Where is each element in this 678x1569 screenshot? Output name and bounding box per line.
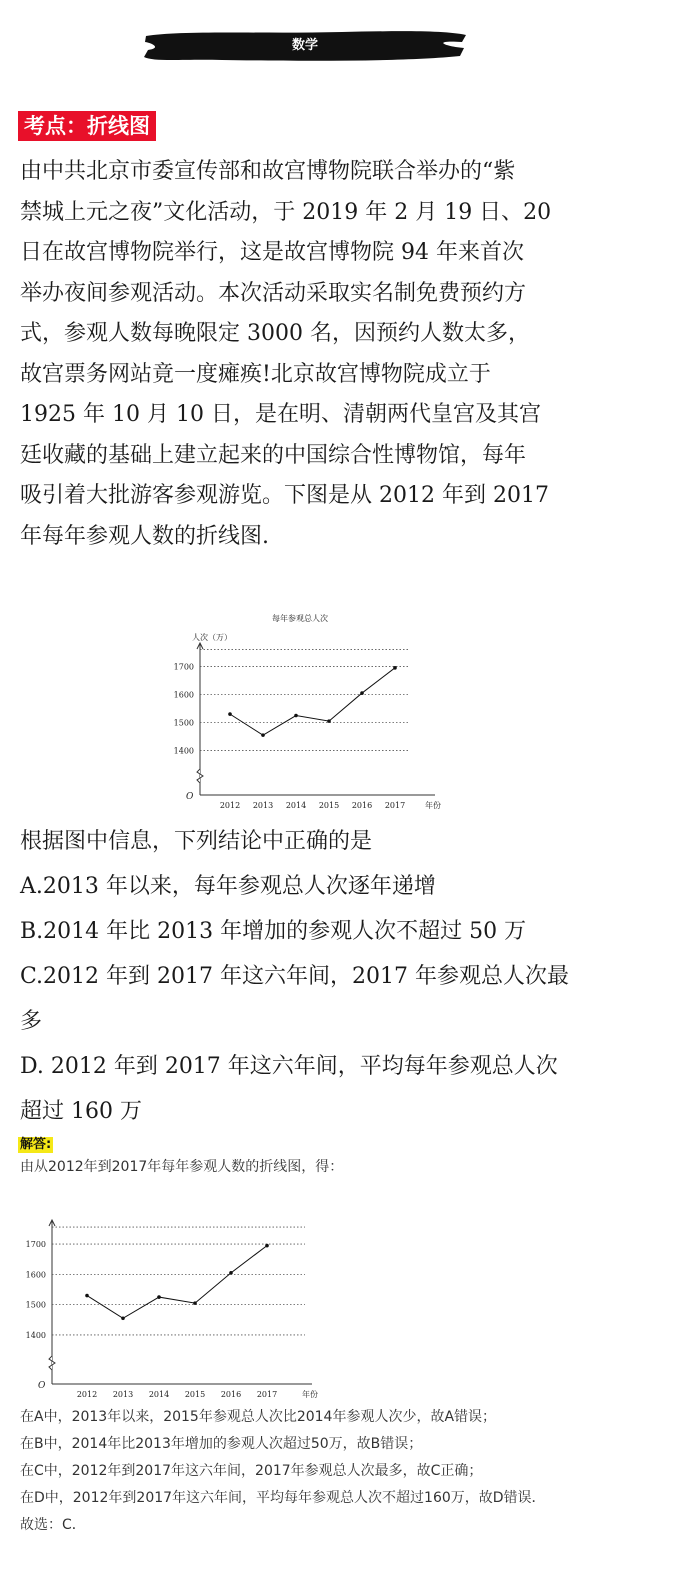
problem-text [20, 152, 600, 557]
origin-label: O [186, 792, 194, 802]
x-tick-label: 2012 [219, 801, 241, 810]
x-tick-label: 2013 [112, 1390, 134, 1399]
problem-line: 1925 年 10 月 10 日，是在明、清朝两代皇宫及其宫 [20, 402, 541, 427]
option-c: C.2012 年到 2017 年这六年间，2017 年参观总人次最 [20, 964, 569, 989]
problem-line: 故宫票务网站竟一度瘫痪!北京故宫博物院成立于 [20, 361, 491, 387]
problem-line: 吸引着大批游客参观游览。下图是从 2012 年到 2017 [20, 483, 549, 508]
x-tick-label: 2015 [184, 1390, 206, 1399]
y-tick-label: 1400 [173, 746, 194, 756]
data-point [121, 1316, 125, 1320]
data-point [157, 1295, 161, 1299]
data-point [229, 1271, 233, 1275]
x-tick-label: 2015 [318, 801, 340, 810]
option-c-continued: 多 [20, 1009, 43, 1034]
problem-line: 年每年参观人数的折线图. [20, 523, 269, 549]
option-d-continued: 超过 160 万 [20, 1099, 142, 1124]
x-axis-label: 年份 [302, 1390, 318, 1399]
x-tick-label: 2013 [252, 801, 274, 810]
y-tick-label: 1700 [25, 1240, 46, 1250]
y-tick-label: 1700 [173, 662, 194, 672]
option-b: B.2014 年比 2013 年增加的参观人次不超过 50 万 [20, 919, 527, 944]
y-tick-label: 1500 [173, 718, 194, 728]
series-line [87, 1246, 267, 1319]
y-tick-label: 1600 [25, 1270, 46, 1280]
problem-line: 廷收藏的基础上建立起来的中国综合性博物馆，每年 [20, 442, 527, 468]
y-tick-label: 1400 [25, 1330, 46, 1340]
problem-line: 式，参观人数每晚限定 3000 名，因预约人数太多， [20, 321, 530, 346]
answer-options [20, 864, 600, 1134]
x-tick-label: 2016 [220, 1390, 242, 1399]
data-point [327, 719, 331, 723]
data-point [85, 1294, 89, 1298]
data-point [393, 666, 397, 670]
analysis-line-a: 在A中，2013年以来，2015年参观总人次比2014年参观人次少，故A错误； [20, 1409, 497, 1425]
data-point [193, 1301, 197, 1305]
x-tick-label: 2017 [256, 1390, 278, 1399]
option-a: A.2013 年以来，每年参观总人次逐年递增 [20, 874, 436, 899]
header-title: 数学 [291, 38, 318, 53]
data-point [265, 1244, 269, 1248]
solution-label: 解答: [20, 1137, 52, 1152]
data-point [261, 733, 265, 737]
line-chart-visitors [160, 606, 450, 818]
y-tick-label: 1600 [173, 690, 194, 700]
axis-break-mark [49, 1356, 55, 1370]
question-text: 根据图中信息，下列结论中正确的是 [20, 829, 373, 854]
x-tick-label: 2014 [285, 801, 307, 810]
analysis-line-c: 在C中，2012年到2017年这六年间，2017年参观总人次最多，故C正确； [20, 1463, 483, 1479]
x-axis-label: 年份 [425, 801, 441, 810]
x-tick-label: 2017 [384, 801, 406, 810]
option-d: D. 2012 年到 2017 年这六年间，平均每年参观总人次 [20, 1054, 558, 1079]
x-tick-label: 2016 [351, 801, 373, 810]
problem-line: 由中共北京市委宣传部和故宫博物院联合举办的“紫 [20, 159, 516, 184]
y-tick-label: 1500 [25, 1300, 46, 1310]
solution-line-chart [20, 1192, 320, 1404]
analysis-conclusion: 故选：C． [20, 1517, 86, 1533]
solution-analysis [20, 1404, 660, 1539]
data-point [228, 712, 232, 716]
solution-intro: 由从2012年到2017年每年参观人数的折线图，得： [20, 1159, 344, 1175]
problem-line: 日在故宫博物院举行，这是故宫博物院 94 年来首次 [20, 240, 524, 265]
analysis-line-d: 在D中，2012年到2017年这六年间，平均每年参观总人次不超过160万，故D错误． [20, 1490, 546, 1506]
x-tick-label: 2014 [148, 1390, 170, 1399]
data-point [294, 714, 298, 718]
problem-line: 禁城上元之夜”文化活动，于 2019 年 2 月 19 日、20 [20, 199, 552, 225]
problem-line: 举办夜间参观活动。本次活动采取实名制免费预约方 [20, 280, 527, 306]
topic-tag: 考点：折线图 [18, 111, 156, 141]
analysis-line-b: 在B中，2014年比2013年增加的参观人次超过50万，故B错误； [20, 1436, 423, 1452]
chart-title: 每年参观总人次 [272, 614, 328, 623]
data-point [360, 691, 364, 695]
y-axis-label: 人次（万） [192, 633, 232, 642]
series-line [230, 668, 395, 735]
axis-break-mark [197, 769, 203, 783]
x-tick-label: 2012 [76, 1390, 98, 1399]
origin-label: O [38, 1381, 46, 1391]
